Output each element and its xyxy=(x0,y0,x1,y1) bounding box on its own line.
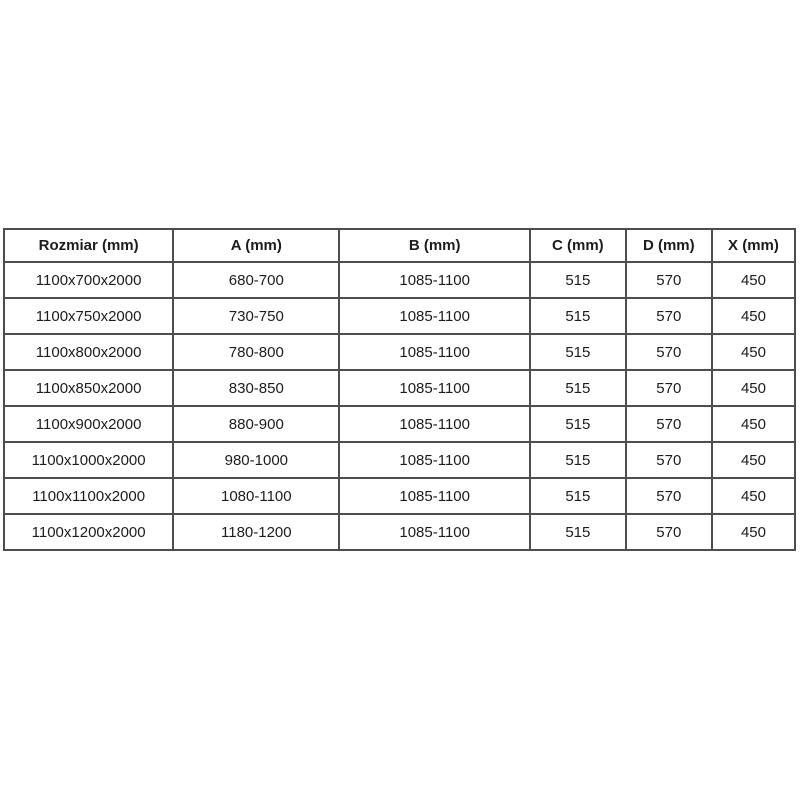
cell-x: 450 xyxy=(712,406,795,442)
cell-x: 450 xyxy=(712,514,795,550)
cell-d: 570 xyxy=(626,334,712,370)
table-row xyxy=(4,262,795,298)
cell-rozmiar: 1100x750x2000 xyxy=(4,298,173,334)
cell-c: 515 xyxy=(530,478,626,514)
table-row xyxy=(4,478,795,514)
cell-x: 450 xyxy=(712,334,795,370)
column-header-a: A (mm) xyxy=(173,229,339,262)
cell-b: 1085-1100 xyxy=(339,406,530,442)
cell-rozmiar: 1100x700x2000 xyxy=(4,262,173,298)
cell-a: 980-1000 xyxy=(173,442,339,478)
cell-rozmiar: 1100x900x2000 xyxy=(4,406,173,442)
cell-d: 570 xyxy=(626,478,712,514)
column-header-b: B (mm) xyxy=(339,229,530,262)
table-row xyxy=(4,406,795,442)
cell-d: 570 xyxy=(626,298,712,334)
cell-a: 780-800 xyxy=(173,334,339,370)
cell-rozmiar: 1100x800x2000 xyxy=(4,334,173,370)
column-header-rozmiar: Rozmiar (mm) xyxy=(4,229,173,262)
table-row xyxy=(4,334,795,370)
cell-a: 730-750 xyxy=(173,298,339,334)
cell-b: 1085-1100 xyxy=(339,334,530,370)
table-header xyxy=(4,229,795,262)
cell-x: 450 xyxy=(712,298,795,334)
cell-b: 1085-1100 xyxy=(339,370,530,406)
cell-rozmiar: 1100x1100x2000 xyxy=(4,478,173,514)
table-row xyxy=(4,370,795,406)
cell-a: 680-700 xyxy=(173,262,339,298)
cell-a: 880-900 xyxy=(173,406,339,442)
header-row xyxy=(4,229,795,262)
cell-b: 1085-1100 xyxy=(339,478,530,514)
cell-c: 515 xyxy=(530,370,626,406)
cell-x: 450 xyxy=(712,442,795,478)
cell-d: 570 xyxy=(626,406,712,442)
cell-d: 570 xyxy=(626,514,712,550)
cell-b: 1085-1100 xyxy=(339,298,530,334)
cell-c: 515 xyxy=(530,298,626,334)
dimensions-table xyxy=(3,228,796,551)
table-body xyxy=(4,262,795,550)
cell-c: 515 xyxy=(530,406,626,442)
column-header-x: X (mm) xyxy=(712,229,795,262)
cell-x: 450 xyxy=(712,478,795,514)
cell-c: 515 xyxy=(530,334,626,370)
cell-d: 570 xyxy=(626,262,712,298)
cell-x: 450 xyxy=(712,370,795,406)
column-header-d: D (mm) xyxy=(626,229,712,262)
cell-d: 570 xyxy=(626,442,712,478)
cell-b: 1085-1100 xyxy=(339,514,530,550)
cell-b: 1085-1100 xyxy=(339,442,530,478)
cell-rozmiar: 1100x1200x2000 xyxy=(4,514,173,550)
cell-d: 570 xyxy=(626,370,712,406)
cell-b: 1085-1100 xyxy=(339,262,530,298)
cell-rozmiar: 1100x850x2000 xyxy=(4,370,173,406)
cell-a: 1080-1100 xyxy=(173,478,339,514)
cell-c: 515 xyxy=(530,262,626,298)
table-row xyxy=(4,514,795,550)
cell-a: 830-850 xyxy=(173,370,339,406)
table-row xyxy=(4,442,795,478)
cell-x: 450 xyxy=(712,262,795,298)
cell-rozmiar: 1100x1000x2000 xyxy=(4,442,173,478)
column-header-c: C (mm) xyxy=(530,229,626,262)
cell-c: 515 xyxy=(530,442,626,478)
table-row xyxy=(4,298,795,334)
cell-a: 1180-1200 xyxy=(173,514,339,550)
cell-c: 515 xyxy=(530,514,626,550)
